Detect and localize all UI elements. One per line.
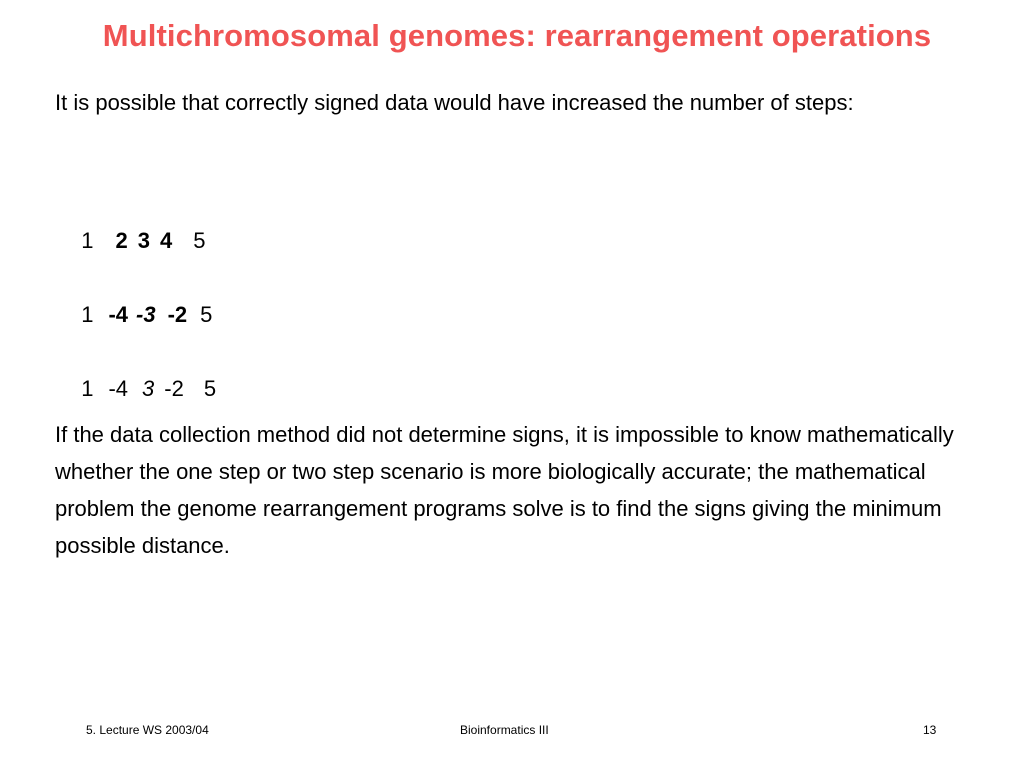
slide-title: Multichromosomal genomes: rearrangement operations bbox=[102, 18, 932, 53]
sequence-token: 1 bbox=[81, 302, 94, 327]
footer-lecture: 5. Lecture WS 2003/04 bbox=[86, 723, 209, 737]
sequence-token: -2 bbox=[167, 302, 188, 327]
sequence-row-1 bbox=[69, 196, 205, 256]
sequence-token: 3 bbox=[142, 376, 155, 401]
sequence-token: 5 bbox=[200, 302, 213, 327]
sequence-token: 3 bbox=[137, 228, 150, 253]
sequence-row-3 bbox=[69, 344, 216, 404]
page-number: 13 bbox=[923, 723, 937, 737]
sequence-token: -4 bbox=[108, 302, 129, 327]
sequence-token: 5 bbox=[193, 228, 206, 253]
footer-course: Bioinformatics III bbox=[460, 723, 549, 737]
conclusion-paragraph: If the data collection method did not determine signs, it is impossible to know mathematically whether the one step or two step scenario is more biologically accurate; the mathematical problem the genome rearrangement programs solve is to find the signs giving the minimum possible distance. bbox=[55, 422, 954, 558]
sequence-token: 4 bbox=[159, 228, 173, 253]
sequence-token: -4 bbox=[108, 376, 129, 401]
intro-paragraph: It is possible that correctly signed data would have increased the number of steps: bbox=[55, 90, 854, 115]
sequence-token: 1 bbox=[81, 228, 94, 253]
sequence-token: -3 bbox=[136, 302, 156, 327]
sequence-token: -2 bbox=[164, 376, 184, 401]
sequence-row-2 bbox=[69, 270, 212, 330]
sequence-token: 1 bbox=[81, 376, 94, 401]
sequence-token: 5 bbox=[203, 376, 217, 401]
sequence-token: 2 bbox=[115, 228, 128, 253]
